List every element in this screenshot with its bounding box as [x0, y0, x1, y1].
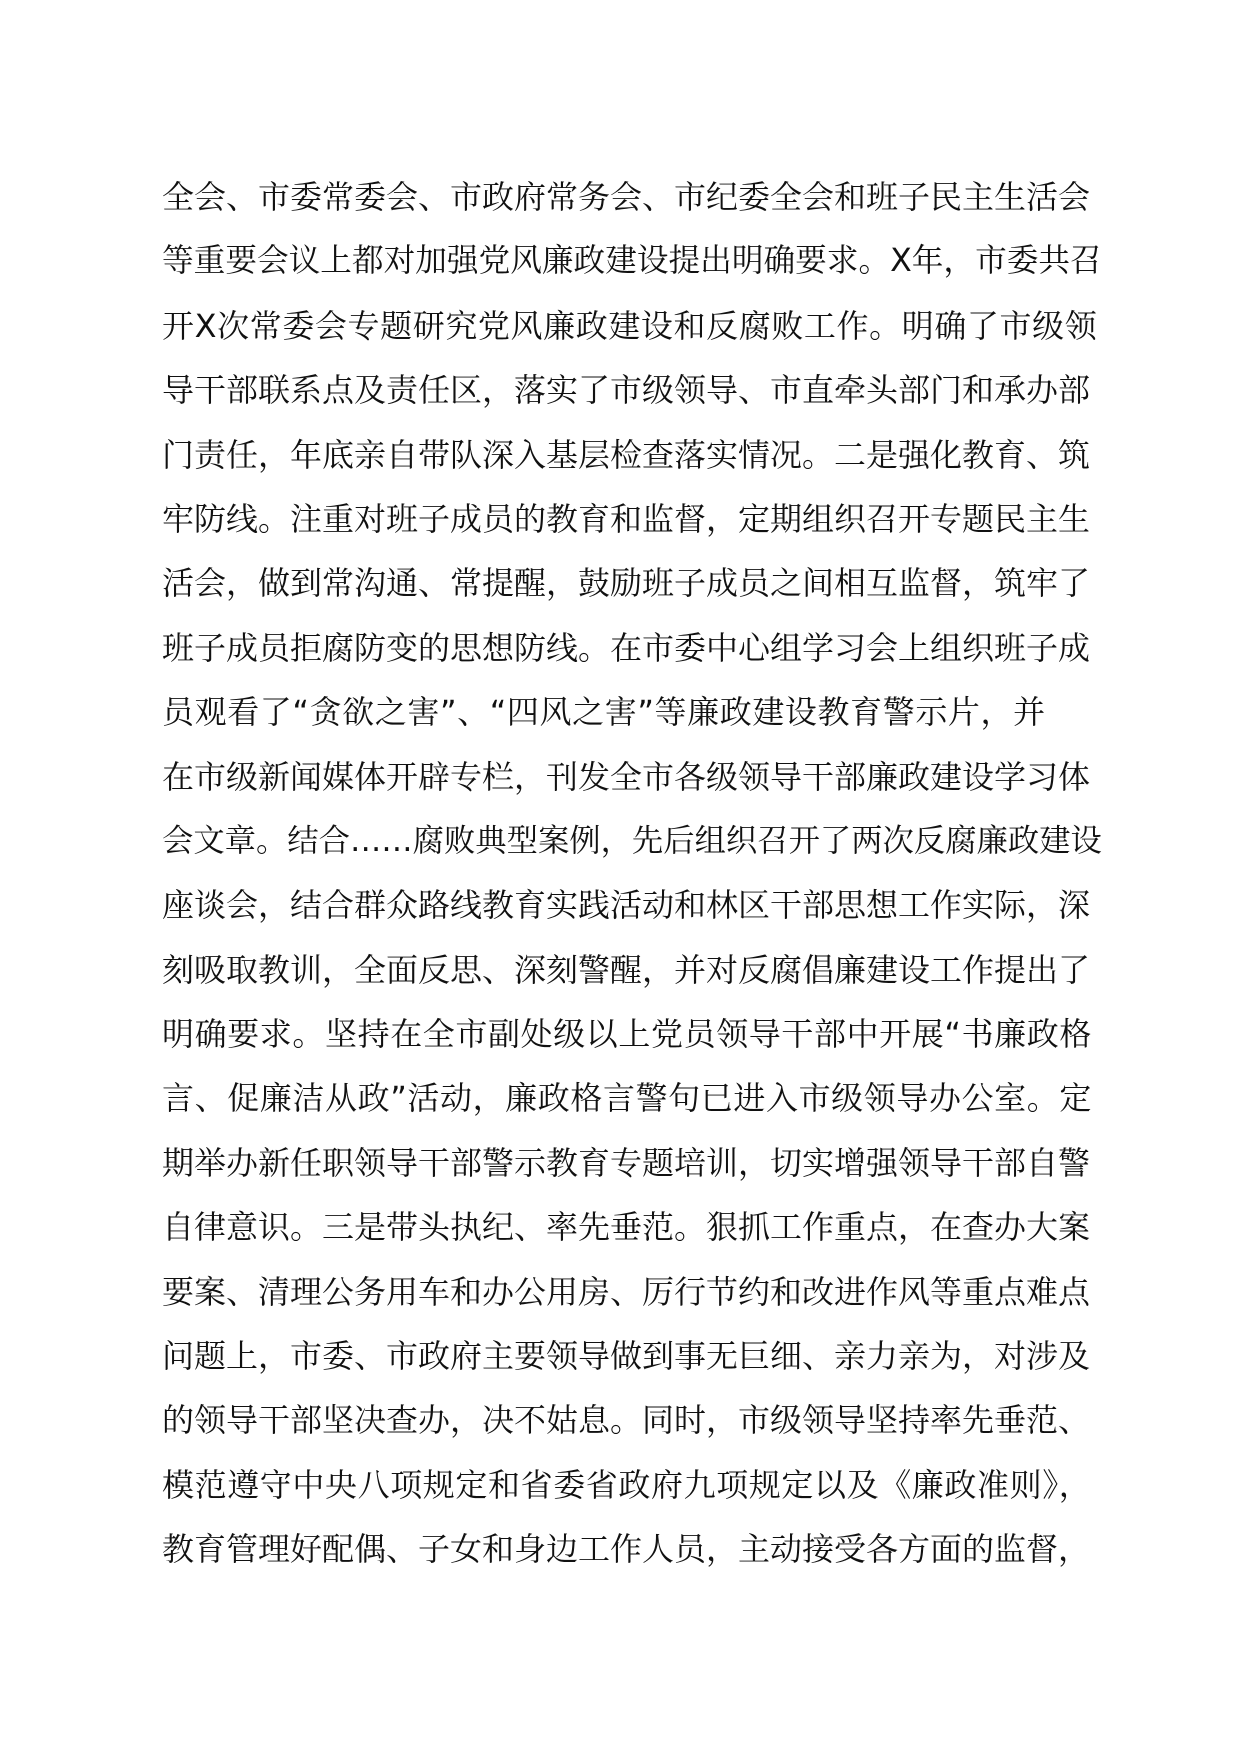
body-paragraph [162, 165, 1102, 1582]
text-line: 言、促廉洁从政”活动，廉政格言警句已进入市级领导办公室。定 [162, 1079, 1092, 1118]
text-line: 班子成员拒腐防变的思想防线。在市委中心组学习会上组织班子成 [162, 628, 1091, 667]
text-line: 开X次常委会专题研究党风廉政建设和反腐败工作。明确了市级领 [162, 306, 1098, 345]
text-line: 门责任，年底亲自带队深入基层检查落实情况。二是强化教育、筑 [162, 435, 1091, 474]
text-line: 会文章。结合……腐败典型案例，先后组织召开了两次反腐廉政建设 [162, 822, 1102, 859]
text-line: 自律意识。三是带头执纪、率先垂范。狠抓工作重点，在查办大案 [162, 1208, 1091, 1247]
text-line: 活会，做到常沟通、常提醒，鼓励班子成员之间相互监督，筑牢了 [162, 564, 1091, 603]
text-line: 全会、市委常委会、市政府常务会、市纪委全会和班子民主生活会 [162, 178, 1091, 216]
text-line: 导干部联系点及责任区，落实了市级领导、市直牵头部门和承办部 [162, 371, 1091, 410]
text-line: 员观看了“贪欲之害”、“四风之害”等廉政建设教育警示片，并 [162, 693, 1046, 732]
text-line: 明确要求。坚持在全市副处级以上党员领导干部中开展“书廉政格 [162, 1015, 1092, 1054]
text-line: 等重要会议上都对加强党风廉政建设提出明确要求。X年，市委共召 [162, 243, 1102, 280]
text-line: 在市级新闻媒体开辟专栏，刊发全市各级领导干部廉政建设学习体 [162, 757, 1091, 796]
text-line: 问题上，市委、市政府主要领导做到事无巨细、亲力亲为，对涉及 [162, 1337, 1091, 1376]
text-line: 模范遵守中央八项规定和省委省政府九项规定以及《廉政准则》， [162, 1465, 1092, 1504]
text-line: 要案、清理公务用车和办公用房、厉行节约和改进作风等重点难点 [162, 1272, 1091, 1311]
text-line: 期举办新任职领导干部警示教育专题培训，切实增强领导干部自警 [162, 1143, 1091, 1182]
text-line: 牢防线。注重对班子成员的教育和监督，定期组织召开专题民主生 [162, 499, 1091, 538]
text-line: 刻吸取教训，全面反思、深刻警醒，并对反腐倡廉建设工作提出了 [162, 950, 1091, 989]
text-line: 的领导干部坚决查办，决不姑息。同时，市级领导坚持率先垂范、 [162, 1401, 1091, 1440]
text-line: 座谈会，结合群众路线教育实践活动和林区干部思想工作实际，深 [162, 886, 1091, 925]
text-line: 教育管理好配偶、子女和身边工作人员，主动接受各方面的监督， [162, 1530, 1091, 1569]
